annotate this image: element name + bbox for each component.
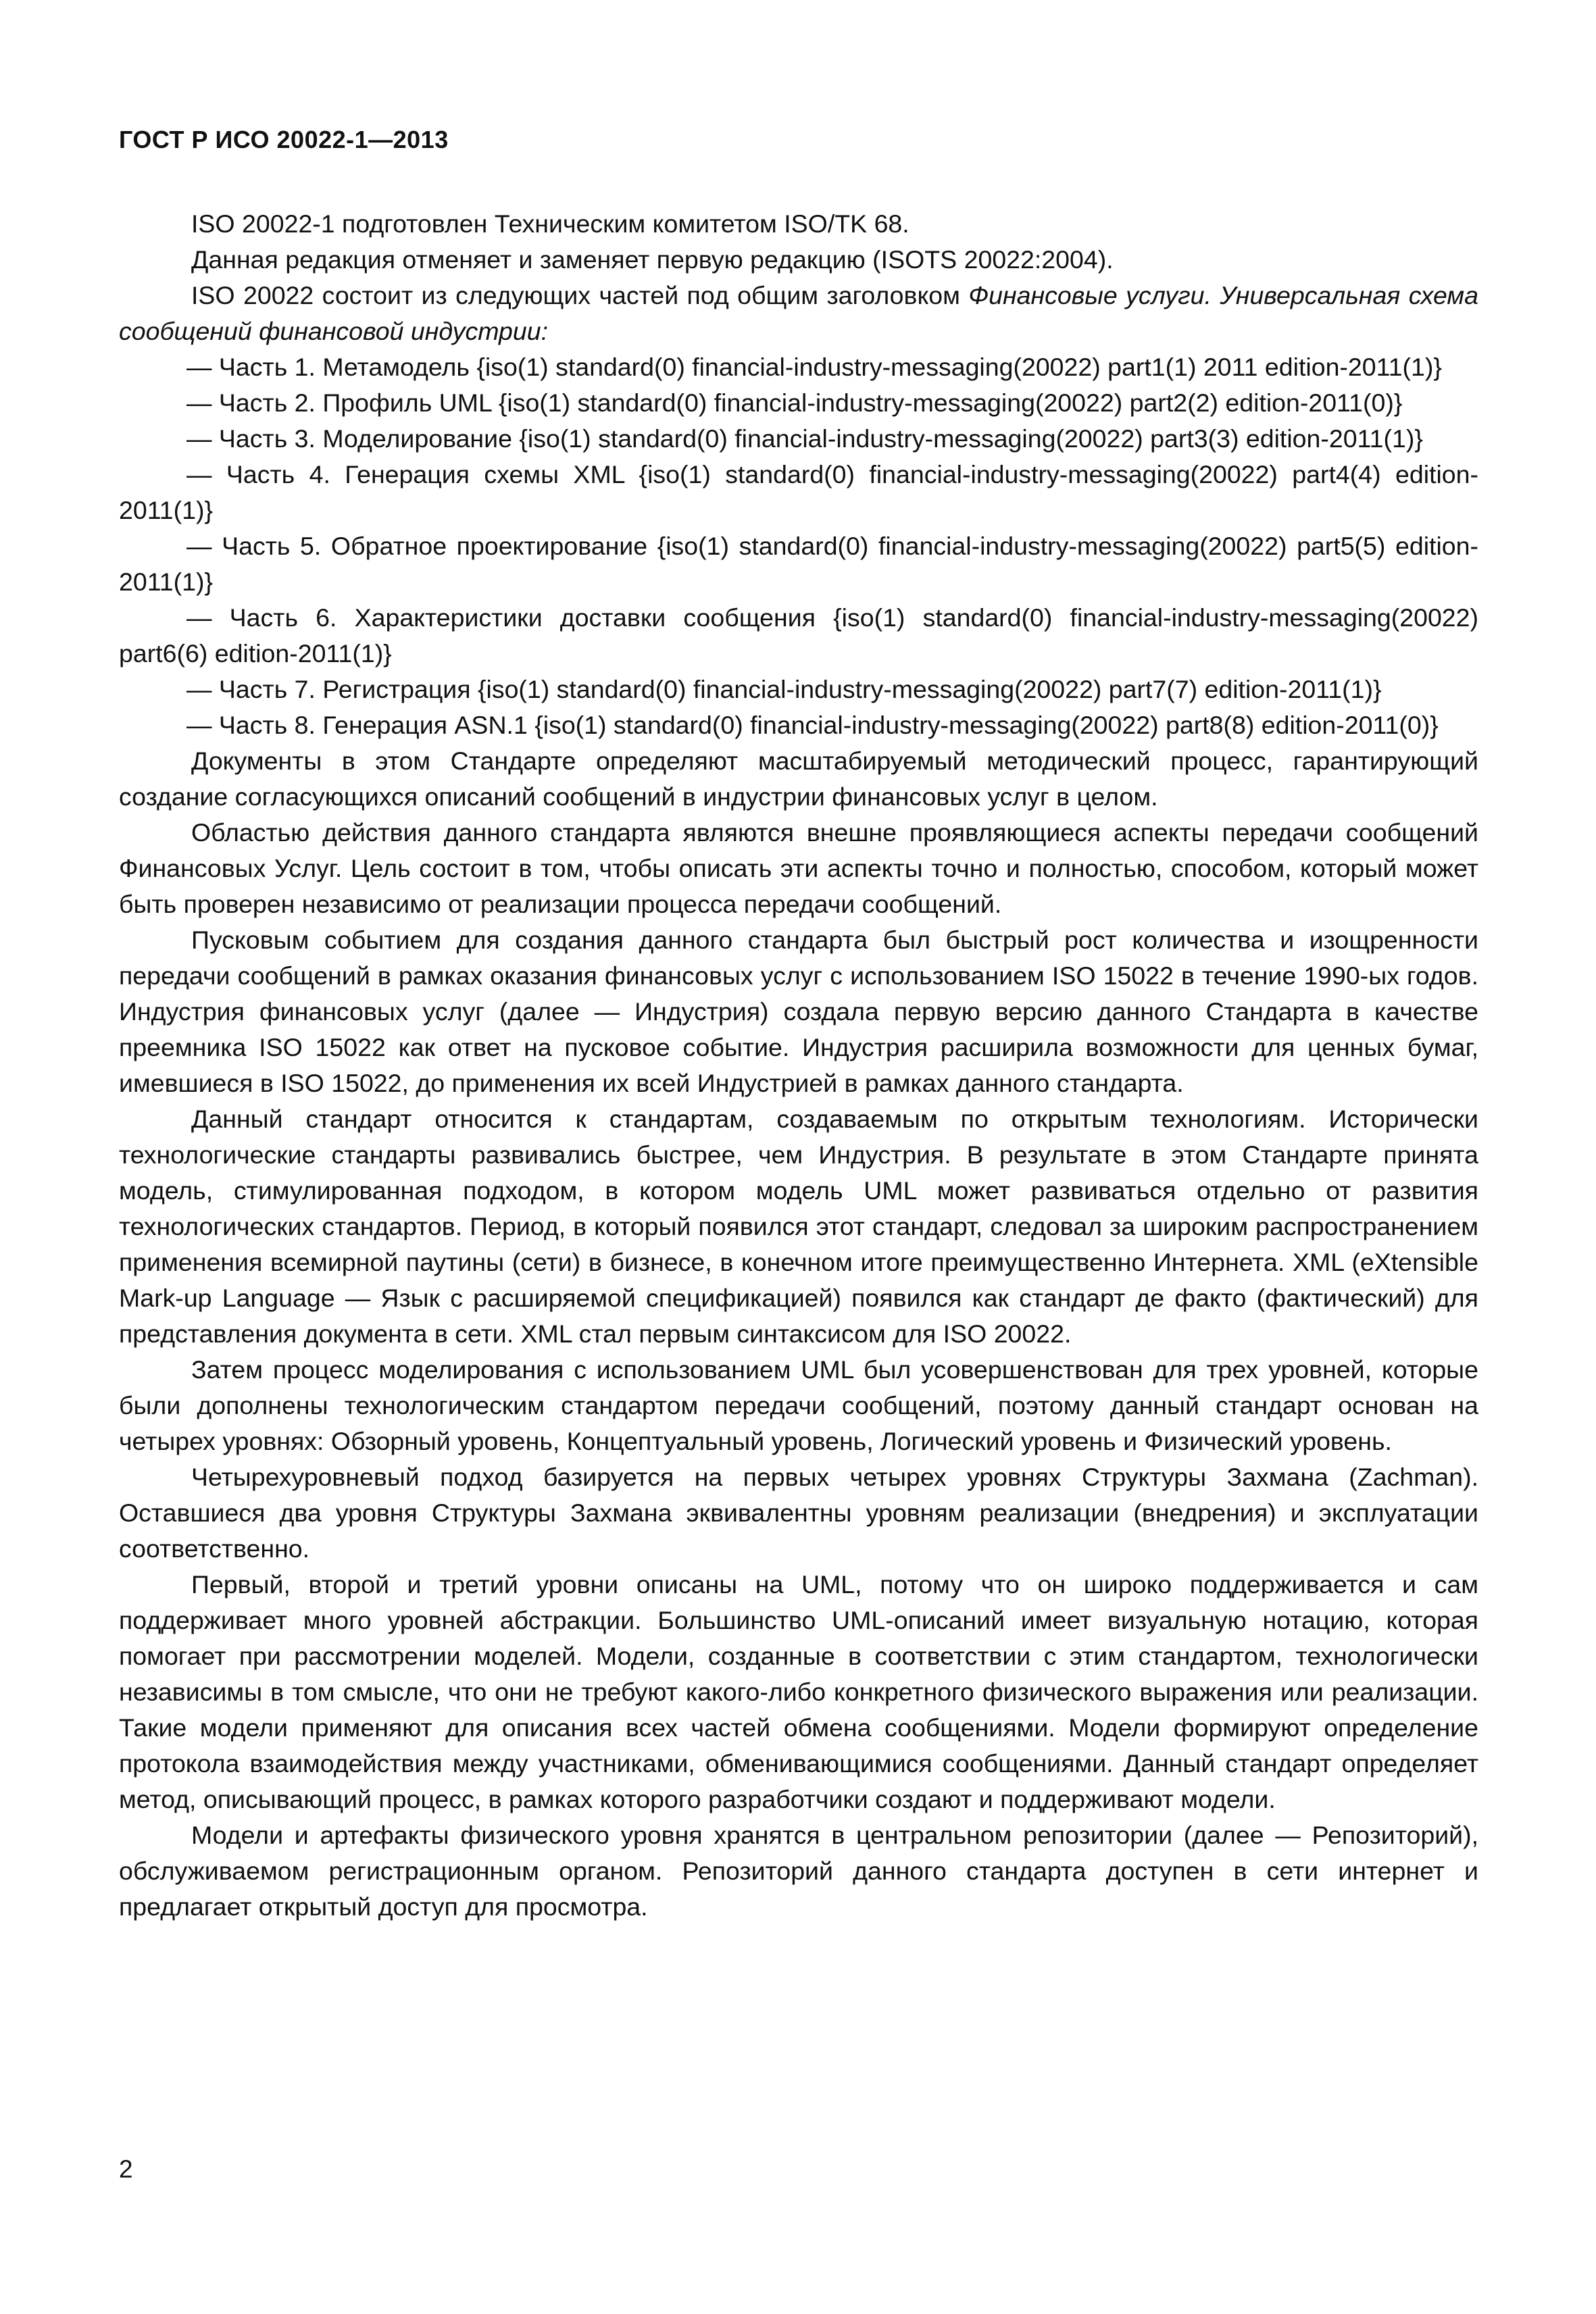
document-body [119,206,1478,1925]
paragraph-parts-intro [119,278,1478,349]
paragraph-edition: Данная редакция отменяет и заменяет первую редакцию (ISOTS 20022:2004). [191,245,1114,274]
paragraph-zachman: Четырехуровневый подход базируется на первых четырех уровнях Структуры Захмана (Zachman). Оставшиеся два уровня Структуры Захмана эквивалентны уровням реализации (внедрения) и эксплуатации соответственно. [119,1463,1478,1563]
list-item-part-1: — Часть 1. Метамодель {iso(1) standard(0) financial-industry-messaging(20022) part1(1) 2011 edition-2011(1)} [186,353,1442,381]
paragraph-scope: Областью действия данного стандарта являются внешне проявляющиеся аспекты передачи сообщений Финансовых Услуг. Цель состоит в том, чтобы описать эти аспекты точно и полностью, способом, который может быть проверен независимо от реализации процесса передачи сообщений. [119,818,1478,918]
paragraph-uml: Первый, второй и третий уровни описаны на UML, потому что он широко поддерживается и сам поддерживает много уровней абстракции. Большинство UML-описаний имеет визуальную нотацию, которая помогает при рассмотрении моделей. Модели, созданные в соответствии с этим стандартом, технологически независимы в том смысле, что они не требуют какого-либо конкретного физического выражения или реализации. Такие модели применяют для описания всех частей обмена сообщениями. Модели формируют определение протокола взаимодействия между участниками, обменивающимися сообщениями. Данный стандарт определяет метод, описывающий процесс, в рамках которого разработчики создают и поддерживают модели. [119,1570,1478,1813]
list-item-part-6: — Часть 6. Характеристики доставки сообщения {iso(1) standard(0) financial-industry-messaging(20022) part6(6) edition-2011(1)} [119,603,1478,668]
paragraph-committee: ISO 20022-1 подготовлен Техническим комитетом ISO/TK 68. [191,209,909,238]
list-item-part-3: — Часть 3. Моделирование {iso(1) standard(0) financial-industry-messaging(20022) part3(3) edition-2011(1)} [186,424,1423,453]
list-item-part-7: — Часть 7. Регистрация {iso(1) standard(0) financial-industry-messaging(20022) part7(7) edition-2011(1)} [186,675,1382,703]
paragraph-modelling-levels: Затем процесс моделирования с использованием UML был усовершенствован для трех уровней, которые были дополнены технологическим стандартом передачи сообщений, поэтому данный стандарт основан на четырех уровнях: Обзорный уровень, Концептуальный уровень, Логический уровень и Физический уровень. [119,1355,1478,1455]
list-item-part-4: — Часть 4. Генерация схемы XML {iso(1) standard(0) financial-industry-messaging(20022) part4(4) edition-2011(1)} [119,460,1478,524]
paragraph-repository: Модели и артефакты физического уровня хранятся в центральном репозитории (далее — Репозиторий), обслуживаемом регистрационным органом. Репозиторий данного стандарта доступен в сети интернет и предлагает открытый доступ для просмотра. [119,1821,1478,1921]
list-item-part-5: — Часть 5. Обратное проектирование {iso(1) standard(0) financial-industry-messaging(20022) part5(5) edition-2011(1)} [119,532,1478,596]
list-item-part-2: — Часть 2. Профиль UML {iso(1) standard(0) financial-industry-messaging(20022) part2(2) edition-2011(0)} [186,388,1403,417]
page-number: 2 [119,2155,133,2183]
document-header: ГОСТ Р ИСО 20022-1—2013 [119,126,449,153]
paragraph-documents: Документы в этом Стандарте определяют масштабируемый методический процесс, гарантирующий создание согласующихся описаний сообщений в индустрии финансовых услуг в целом. [119,747,1478,811]
parts-intro-text: ISO 20022 состоит из следующих частей под общим заголовком [191,281,969,309]
paragraph-open-technologies: Данный стандарт относится к стандартам, создаваемым по открытым технологиям. Исторически технологические стандарты развивались быстрее, чем Индустрия. В результате в этом Стандарте принята модель, стимулированная подходом, в котором модель UML может развиваться отдельно от развития технологических стандартов. Период, в который появился этот стандарт, следовал за широким распространением применения всемирной паутины (сети) в бизнесе, в конечном итоге преимущественно Интернета. XML (eXtensible Mark-up Language — Язык с расширяемой спецификацией) появился как стандарт де факто (фактический) для представления документа в сети. XML стал первым синтаксисом для ISO 20022. [119,1105,1478,1348]
parts-intro-title: Финансовые услуги. Универсальная схема сообщений финансовой индустрии: [119,281,1478,345]
list-item-part-8: — Часть 8. Генерация ASN.1 {iso(1) standard(0) financial-industry-messaging(20022) part8(8) edition-2011(0)} [186,711,1439,739]
paragraph-trigger-event: Пусковым событием для создания данного стандарта был быстрый рост количества и изощренности передачи сообщений в рамках оказания финансовых услуг с использованием ISO 15022 в течение 1990-ых годов. Индустрия финансовых услуг (далее — Индустрия) создала первую версию данного Стандарта в качестве преемника ISO 15022 как ответ на пусковое событие. Индустрия расширила возможности для ценных бумаг, имевшиеся в ISO 15022, до применения их всей Индустрией в рамках данного стандарта. [119,926,1478,1097]
